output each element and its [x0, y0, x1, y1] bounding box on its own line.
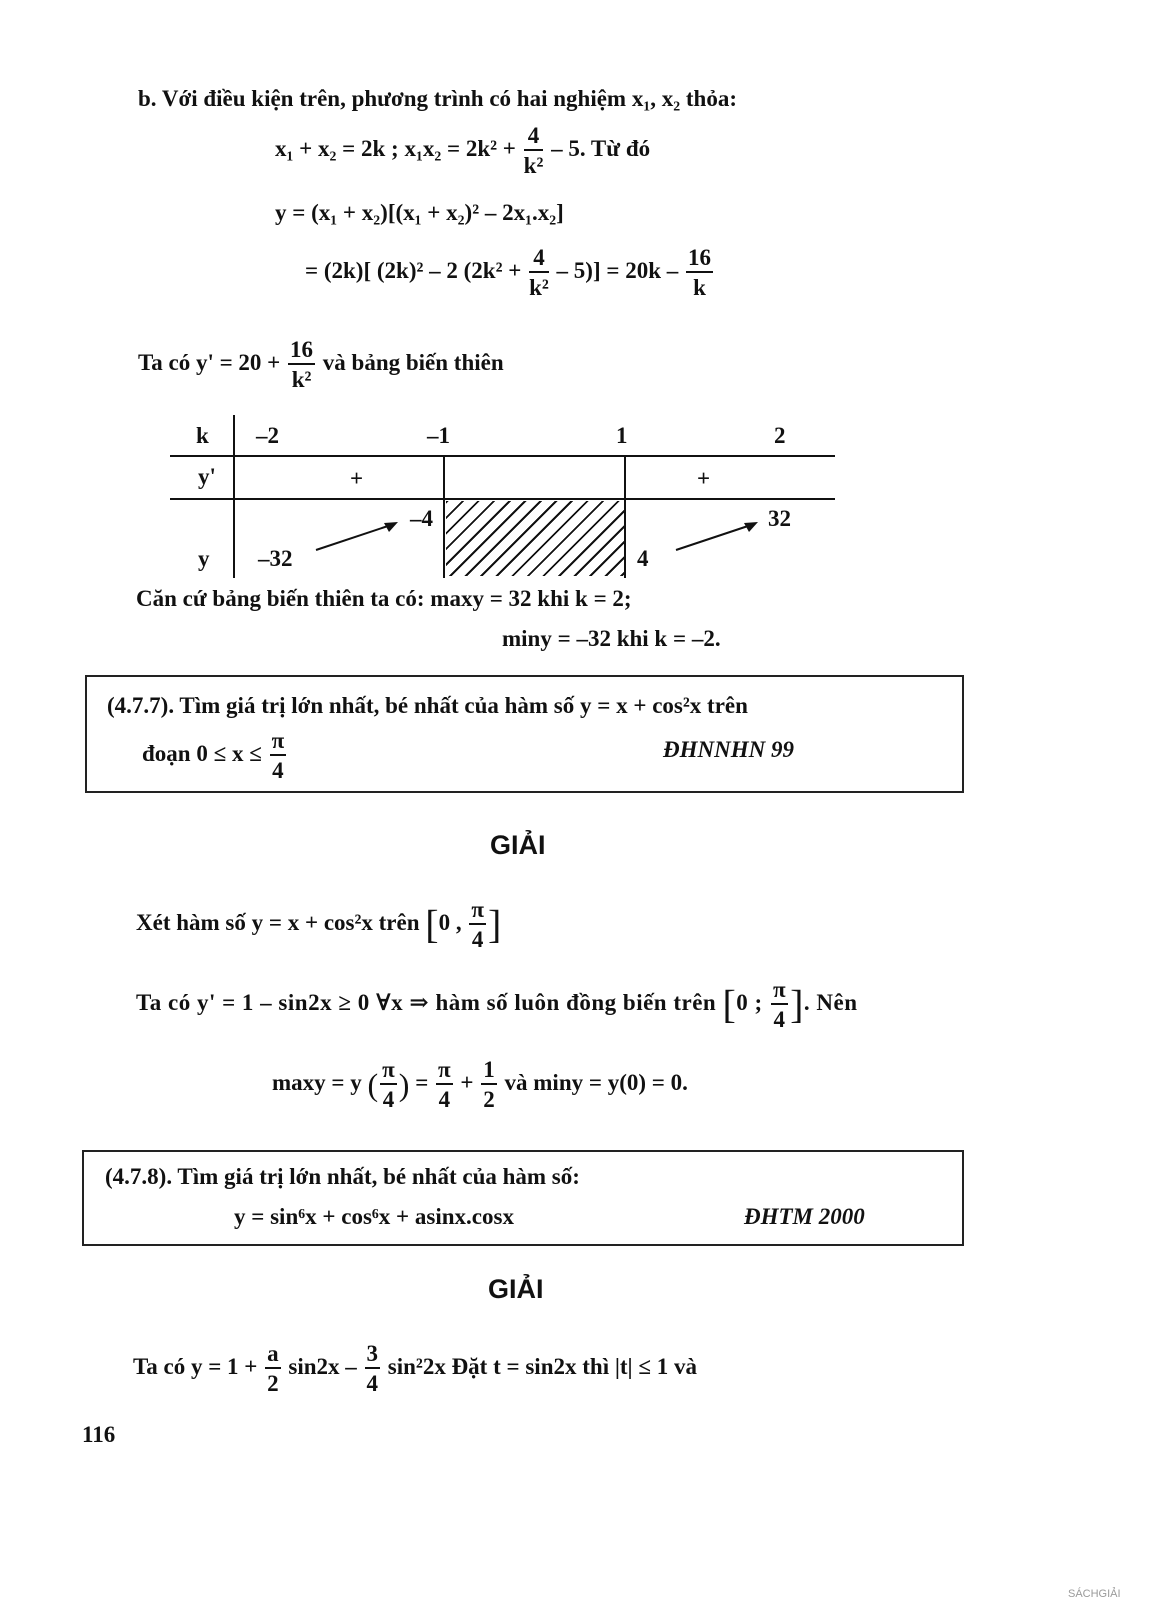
problem-477-source: ĐHNNHN 99	[663, 737, 794, 762]
problem-478-label: (4.7.8).	[105, 1164, 173, 1189]
table-row-divider-1	[170, 455, 835, 457]
bracket-open-icon: [	[425, 901, 439, 947]
interval1-frac	[469, 898, 486, 951]
maxy-label: maxy = y	[272, 1069, 362, 1095]
maxy-frac1-num: π	[436, 1058, 453, 1085]
a-over-2-num: a	[265, 1342, 281, 1369]
page-number: 116	[82, 1422, 116, 1447]
solution-477-line2: Ta có y' = 1 – sin2x ≥ 0 ∀x ⇒ hàm số luôn đồng biến trên [0 ; $\frac{\pi}{4}$ ]. Nên	[136, 977, 858, 1032]
row-label-k: k	[196, 423, 209, 448]
forbidden-zone-hatching	[446, 501, 624, 576]
conclusion-line2: miny = –32 khi k = –2.	[502, 626, 721, 651]
deriv-a: Ta có y' = 20 +	[138, 349, 281, 375]
plus-sign: +	[460, 1069, 474, 1095]
maxy-frac1	[436, 1058, 453, 1111]
interval2-frac	[771, 978, 788, 1031]
maxy-frac1-den: 4	[438, 1087, 451, 1112]
solution-477-heading: GIẢI	[490, 830, 546, 860]
k-value: 1	[616, 423, 628, 448]
a-over-2-den: 2	[267, 1371, 279, 1396]
vieta-tail: – 5. Từ đó	[551, 135, 651, 161]
problem-478-formula: y = sin⁶x + cos⁶x + asinx.cosx	[234, 1204, 514, 1229]
derivative-line	[138, 338, 504, 391]
problem-477-domain	[142, 729, 288, 782]
bracket-open-icon: [	[722, 981, 737, 1027]
problem-477-box	[85, 675, 964, 793]
pi-over-4	[270, 729, 287, 782]
interval1-num: π	[469, 898, 486, 925]
y-line2-b: – 5)] = 20k –	[556, 257, 679, 283]
problem-478-statement	[105, 1164, 580, 1190]
sign-value: +	[350, 466, 364, 491]
y-line2-frac1	[529, 246, 549, 299]
increasing-arrow-icon	[312, 518, 402, 554]
y-value: 32	[768, 506, 791, 531]
interval1-start: 0 ,	[438, 909, 462, 935]
maxy-frac2-den: 2	[483, 1087, 495, 1112]
deriv-num: 16	[288, 338, 315, 365]
deriv-den: k²	[291, 367, 312, 392]
solution-477-line3	[272, 1058, 688, 1111]
y-line2-frac1-num: 4	[529, 246, 549, 273]
problem-477-domain-text: đoạn 0 ≤ x ≤	[142, 740, 262, 766]
solution-477-line2-text: Ta có y' = 1 – sin2x ≥ 0 ∀x ⇒ hàm số luôn đồng biến trên	[136, 989, 717, 1015]
interval1-den: 4	[471, 927, 484, 952]
table-forbidden-right	[624, 455, 626, 578]
problem-478-source: ĐHTM 2000	[744, 1204, 865, 1229]
sign-value: +	[697, 466, 711, 491]
three-over-four-den: 4	[366, 1371, 379, 1396]
y-line2-frac1-den: k²	[529, 275, 549, 300]
y-line2-frac2-den: k	[693, 275, 706, 300]
vieta-line	[275, 124, 650, 177]
maxy-arg-num: π	[380, 1058, 397, 1085]
y-expression-line2	[305, 246, 715, 299]
conclusion-line1: Căn cứ bảng biến thiên ta có: maxy = 32 khi k = 2;	[136, 586, 632, 611]
deriv-b: và bảng biến thiên	[322, 349, 504, 375]
problem-477-statement	[107, 693, 748, 719]
table-forbidden-left	[443, 455, 445, 578]
maxy-arg-den: 4	[382, 1087, 395, 1112]
solution-478-line-b: sin2x –	[288, 1353, 357, 1379]
three-over-four	[365, 1342, 381, 1395]
solution-477-line2-nen: Nên	[816, 989, 858, 1015]
k-value: –2	[256, 423, 279, 448]
y-line2-frac2-num: 16	[686, 246, 713, 273]
solution-478-line-a: Ta có y = 1 +	[133, 1353, 258, 1379]
deriv-frac	[288, 338, 315, 391]
interval2-den: 4	[773, 1007, 786, 1032]
row-label-y: y	[198, 546, 210, 571]
vieta-num: 4	[524, 124, 544, 151]
problem-477-label: (4.7.7).	[107, 693, 175, 718]
three-over-four-num: 3	[365, 1342, 381, 1369]
solution-478-line	[133, 1342, 697, 1395]
solution-477-line1-text: Xét hàm số y = x + cos²x trên	[136, 909, 420, 935]
y-value: 4	[637, 546, 649, 571]
row-label-yprime: y'	[198, 464, 216, 489]
paren-open-icon: (	[367, 1066, 379, 1103]
vieta-fraction	[524, 124, 544, 177]
y-line2-a: = (2k)[ (2k)² – 2 (2k² +	[305, 257, 522, 283]
y-line2-frac2	[686, 246, 713, 299]
equals-sign: =	[415, 1069, 429, 1095]
miny-text: và miny = y(0) = 0.	[504, 1069, 688, 1095]
k-value: –1	[427, 423, 450, 448]
a-over-2	[265, 1342, 281, 1395]
bracket-close-icon: ]	[487, 901, 502, 947]
k-value: 2	[774, 423, 786, 448]
part-b-intro-line	[138, 86, 737, 112]
part-b-roots: x₁, x₂	[631, 86, 681, 111]
part-b-intro: b. Với điều kiện trên, phương trình có hai nghiệm	[138, 86, 627, 111]
paren-close-icon: )	[398, 1066, 410, 1103]
vieta-den: k²	[523, 153, 544, 178]
problem-478-box	[82, 1150, 964, 1246]
y-expression-line1: y = (x₁ + x₂)[(x₁ + x₂)² – 2x₁.x₂]	[275, 200, 564, 225]
solution-477-line1	[136, 898, 501, 951]
pi-num: π	[270, 729, 287, 756]
y-value: –32	[258, 546, 293, 571]
maxy-frac2-num: 1	[481, 1058, 497, 1085]
problem-477-text: Tìm giá trị lớn nhất, bé nhất của hàm số y = x + cos²x trên	[179, 693, 748, 718]
part-b-thoa: thỏa:	[685, 86, 737, 111]
vieta-sum: x₁ + x₂ = 2k ; x₁x₂ = 2k² +	[275, 135, 516, 161]
maxy-arg-frac	[380, 1058, 397, 1111]
increasing-arrow-icon	[672, 518, 762, 554]
interval2-num: π	[771, 978, 788, 1005]
table-label-divider	[233, 415, 235, 578]
solution-478-line-c: sin²2x Đặt t = sin2x thì |t| ≤ 1 và	[387, 1353, 697, 1379]
solution-478-heading: GIẢI	[488, 1274, 544, 1304]
interval2-start: 0 ;	[736, 989, 763, 1015]
pi-den: 4	[272, 758, 284, 783]
maxy-frac2	[481, 1058, 497, 1111]
y-value: –4	[410, 506, 433, 531]
table-row-divider-2	[170, 498, 835, 500]
watermark-logo: SÁCHGIẢI	[1068, 1588, 1121, 1600]
problem-478-text: Tìm giá trị lớn nhất, bé nhất của hàm số:	[177, 1164, 580, 1189]
bracket-close-icon: ]	[790, 981, 804, 1027]
